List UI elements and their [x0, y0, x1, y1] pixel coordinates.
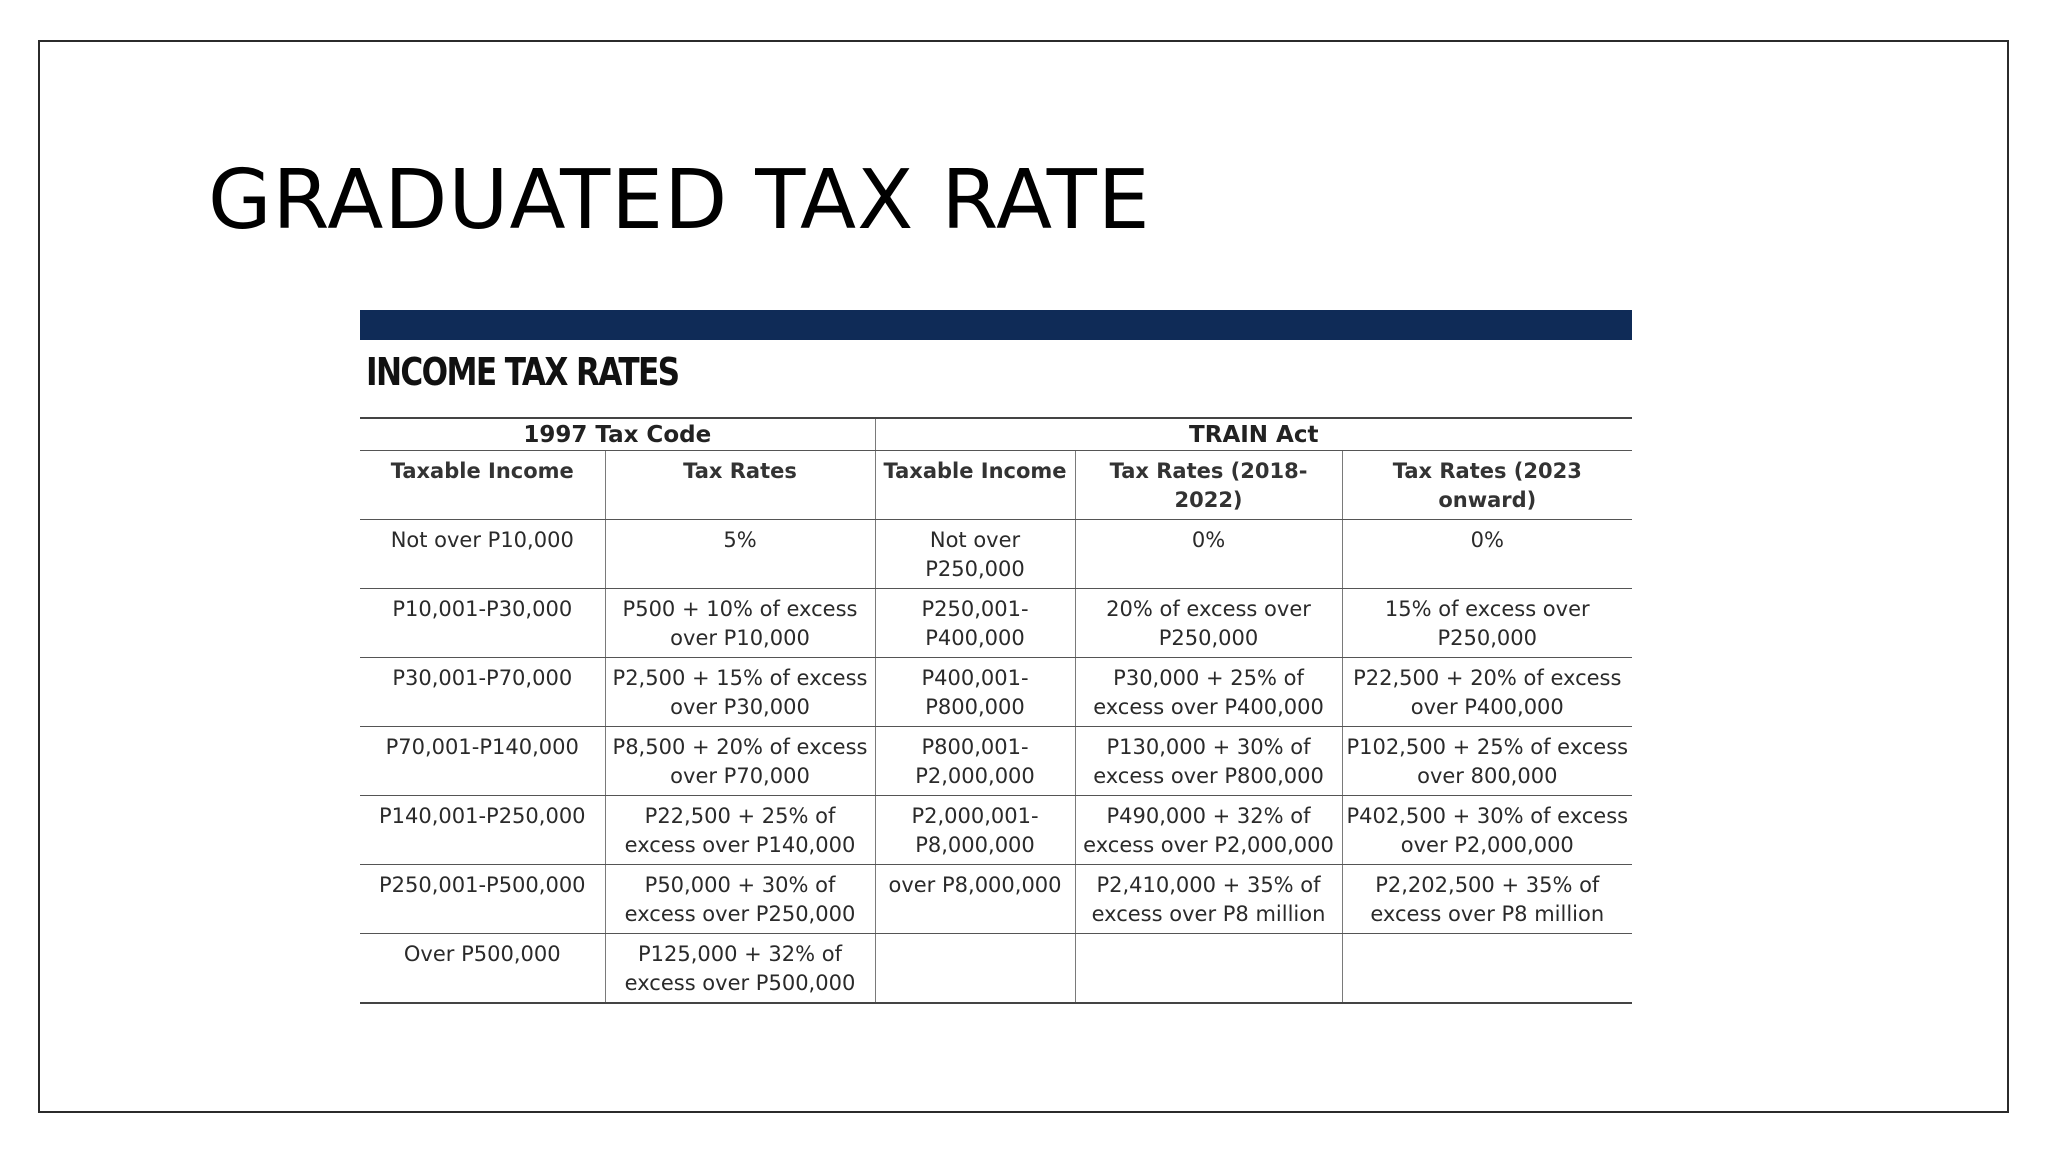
group-header-train: TRAIN Act	[875, 418, 1632, 451]
table-cell: P2,500 + 15% of excess over P30,000	[605, 658, 875, 727]
table-row	[360, 934, 1632, 1004]
table-cell: P490,000 + 32% of excess over P2,000,000	[1075, 796, 1342, 865]
column-header: Tax Rates (2023 onward)	[1342, 451, 1632, 520]
table-row	[360, 520, 1632, 589]
table-cell: 20% of excess over P250,000	[1075, 589, 1342, 658]
income-tax-rates-figure	[360, 310, 1632, 995]
table-cell: P125,000 + 32% of excess over P500,000	[605, 934, 875, 1004]
figure-heading: INCOME TAX RATES	[366, 350, 679, 394]
group-header-1997: 1997 Tax Code	[360, 418, 875, 451]
table-cell: P250,001-P500,000	[360, 865, 605, 934]
table-cell: P70,001-P140,000	[360, 727, 605, 796]
table-cell: P30,001-P70,000	[360, 658, 605, 727]
table-cell: P22,500 + 25% of excess over P140,000	[605, 796, 875, 865]
table-cell: P500 + 10% of excess over P10,000	[605, 589, 875, 658]
table-row	[360, 589, 1632, 658]
table-row	[360, 796, 1632, 865]
income-tax-table	[360, 417, 1632, 1004]
table-cell: P8,500 + 20% of excess over P70,000	[605, 727, 875, 796]
table-cell: 0%	[1342, 520, 1632, 589]
column-header: Taxable Income	[875, 451, 1075, 520]
table-cell: P250,001-P400,000	[875, 589, 1075, 658]
table-cell: over P8,000,000	[875, 865, 1075, 934]
table-cell	[875, 934, 1075, 1004]
table-cell: P2,410,000 + 35% of excess over P8 million	[1075, 865, 1342, 934]
column-header: Taxable Income	[360, 451, 605, 520]
header-bar	[360, 310, 1632, 340]
table-cell: P402,500 + 30% of excess over P2,000,000	[1342, 796, 1632, 865]
table-cell	[1075, 934, 1342, 1004]
column-header-row	[360, 451, 1632, 520]
table-row	[360, 865, 1632, 934]
table-cell: P800,001-P2,000,000	[875, 727, 1075, 796]
table-cell: 15% of excess over P250,000	[1342, 589, 1632, 658]
column-header: Tax Rates (2018-2022)	[1075, 451, 1342, 520]
table-cell: P130,000 + 30% of excess over P800,000	[1075, 727, 1342, 796]
table-cell: Not over P250,000	[875, 520, 1075, 589]
column-header: Tax Rates	[605, 451, 875, 520]
table-cell: Over P500,000	[360, 934, 605, 1004]
group-header-row	[360, 418, 1632, 451]
table-cell: P22,500 + 20% of excess over P400,000	[1342, 658, 1632, 727]
table-cell: P50,000 + 30% of excess over P250,000	[605, 865, 875, 934]
table-cell: 0%	[1075, 520, 1342, 589]
table-cell: Not over P10,000	[360, 520, 605, 589]
slide-title: GRADUATED TAX RATE	[208, 153, 1151, 248]
table-cell	[1342, 934, 1632, 1004]
table-cell: P400,001-P800,000	[875, 658, 1075, 727]
table-cell: P102,500 + 25% of excess over 800,000	[1342, 727, 1632, 796]
table-cell: P140,001-P250,000	[360, 796, 605, 865]
table-row	[360, 658, 1632, 727]
table-cell: 5%	[605, 520, 875, 589]
table-cell: P2,202,500 + 35% of excess over P8 million	[1342, 865, 1632, 934]
table-cell: P10,001-P30,000	[360, 589, 605, 658]
table-row	[360, 727, 1632, 796]
table-cell: P30,000 + 25% of excess over P400,000	[1075, 658, 1342, 727]
table-cell: P2,000,001-P8,000,000	[875, 796, 1075, 865]
